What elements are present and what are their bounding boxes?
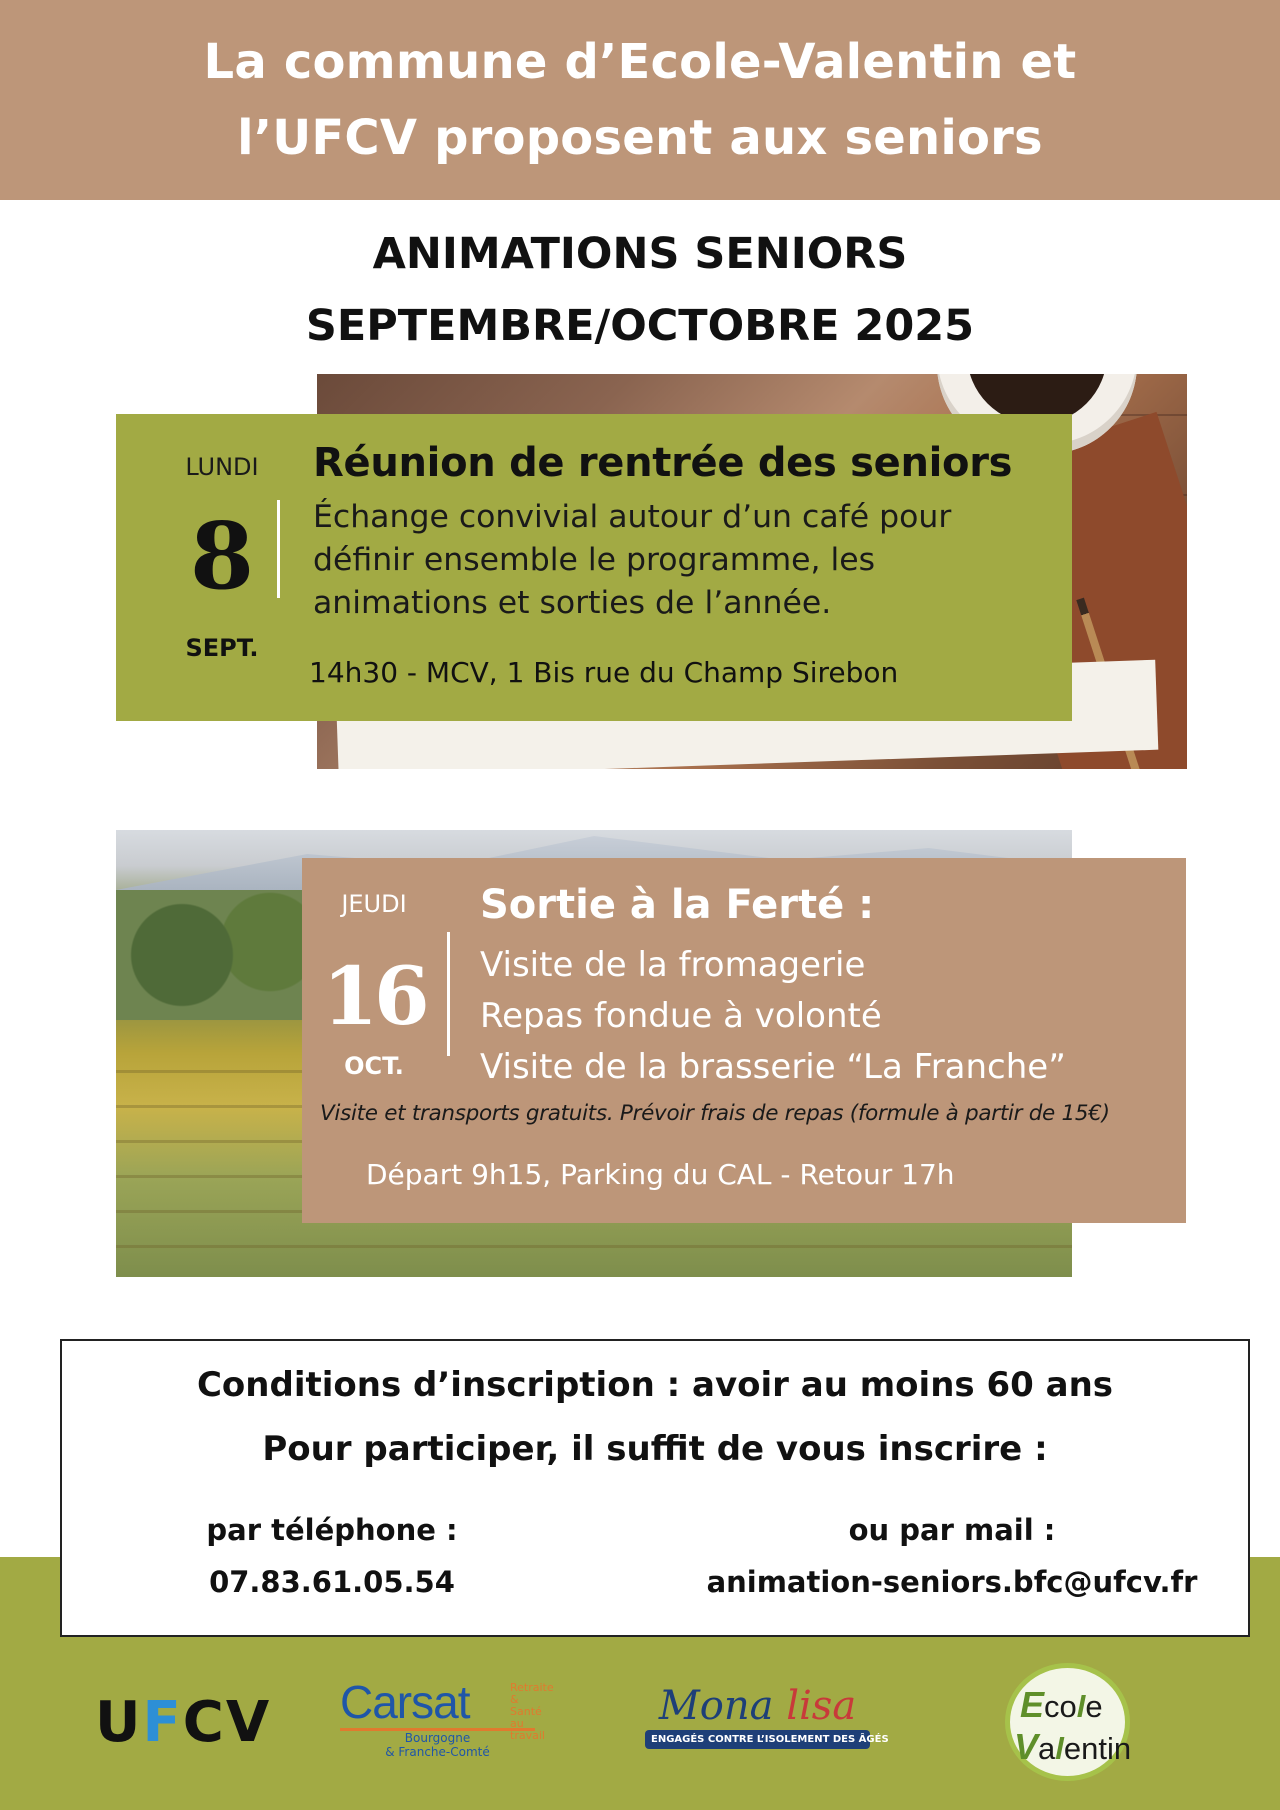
event-card-sortie: [302, 858, 1186, 1223]
ecole-logo-letter: E: [1020, 1684, 1045, 1725]
carsat-tagline-line: Retraite: [510, 1681, 554, 1694]
mail-label: ou par mail :: [848, 1513, 1056, 1547]
header-line-1: La commune d’Ecole-Valentin et: [203, 34, 1077, 90]
page-title-line-2: SEPTEMBRE/OCTOBRE 2025: [305, 301, 975, 351]
monalisa-word-2: lisa: [786, 1683, 857, 1729]
ufcv-logo: [95, 1690, 271, 1755]
event-description-line: Échange convivial autour d’un café pour: [313, 499, 952, 535]
ecole-logo-letter: e: [1085, 1689, 1103, 1724]
ecole-logo-letters: co: [1044, 1689, 1077, 1724]
ecole-logo-line-2: [1014, 1726, 1131, 1768]
ecole-logo-letter: V: [1014, 1726, 1039, 1767]
event-description: [313, 496, 1053, 625]
event-note: Visite et transports gratuits. Prévoir frais de repas (formule à partir de 15€): [320, 1101, 1110, 1126]
ecole-logo-line-1: [1020, 1684, 1103, 1726]
event-title: Réunion de rentrée des seniors: [313, 440, 1013, 486]
registration-condition: Conditions d’inscription : avoir au moins 60 ans: [196, 1365, 1114, 1405]
event-title: Sortie à la Ferté :: [480, 882, 875, 928]
event-card-reunion: [116, 414, 1072, 721]
ufcv-logo-cv: CV: [182, 1690, 272, 1755]
event-activity: Visite de la brasserie “La Franche”: [480, 1047, 1066, 1087]
event-day-number: 8: [189, 502, 254, 610]
header-band: [0, 0, 1280, 200]
ecole-logo-letter: l: [1055, 1731, 1064, 1766]
monalisa-tagline: ENGAGÉS CONTRE L’ISOLEMENT DES ÂGÉS: [645, 1730, 870, 1749]
ufcv-logo-u: U: [95, 1690, 143, 1755]
event-month: SEPT.: [185, 634, 259, 662]
carsat-region-line: Bourgogne: [404, 1731, 471, 1745]
monalisa-wordmark: [645, 1684, 870, 1728]
mail-address[interactable]: animation-seniors.bfc@ufcv.fr: [706, 1565, 1198, 1599]
event-departure: Départ 9h15, Parking du CAL - Retour 17h: [366, 1158, 955, 1191]
page-title-line-1: ANIMATIONS SENIORS: [372, 229, 908, 279]
event-description-line: animations et sorties de l’année.: [313, 585, 832, 621]
ecole-logo-letter: a: [1038, 1731, 1056, 1766]
monalisa-word-1: Mona: [658, 1683, 774, 1729]
event-activities: [480, 940, 1180, 1093]
header-line-2: l’UFCV proposent aux seniors: [237, 110, 1043, 166]
event-activity: Visite de la fromagerie: [480, 945, 866, 985]
event-day-number: 16: [322, 949, 426, 1043]
registration-instruction: Pour participer, il suffit de vous inscrire :: [262, 1429, 1048, 1469]
carsat-tagline: [510, 1682, 554, 1742]
ecole-logo-letters: entin: [1063, 1731, 1132, 1766]
ecole-logo-letter: l: [1076, 1689, 1086, 1724]
page-title: [0, 218, 1280, 362]
event-description-line: définir ensemble le programme, les: [313, 542, 876, 578]
event-day-name: JEUDI: [341, 890, 407, 918]
event-activity: Repas fondue à volonté: [480, 996, 882, 1036]
carsat-region: [340, 1731, 535, 1759]
date-divider: [447, 932, 450, 1056]
event-time-place: 14h30 - MCV, 1 Bis rue du Champ Sirebon: [309, 656, 899, 689]
carsat-tagline-line: au travail: [510, 1717, 545, 1742]
ecole-valentin-logo: [1005, 1663, 1130, 1781]
carsat-name: Carsat: [340, 1676, 470, 1728]
date-divider: [277, 500, 280, 598]
registration-box: [60, 1339, 1250, 1637]
ufcv-logo-f: F: [142, 1690, 183, 1755]
phone-label: par téléphone :: [206, 1513, 458, 1547]
event-month: OCT.: [344, 1052, 404, 1080]
monalisa-logo: [645, 1683, 889, 1749]
carsat-tagline-line: & Santé: [510, 1693, 542, 1718]
event-day-name: LUNDI: [185, 453, 259, 481]
carsat-logo: [340, 1676, 554, 1759]
carsat-region-line: & Franche-Comté: [385, 1745, 490, 1759]
phone-number[interactable]: 07.83.61.05.54: [209, 1565, 455, 1599]
